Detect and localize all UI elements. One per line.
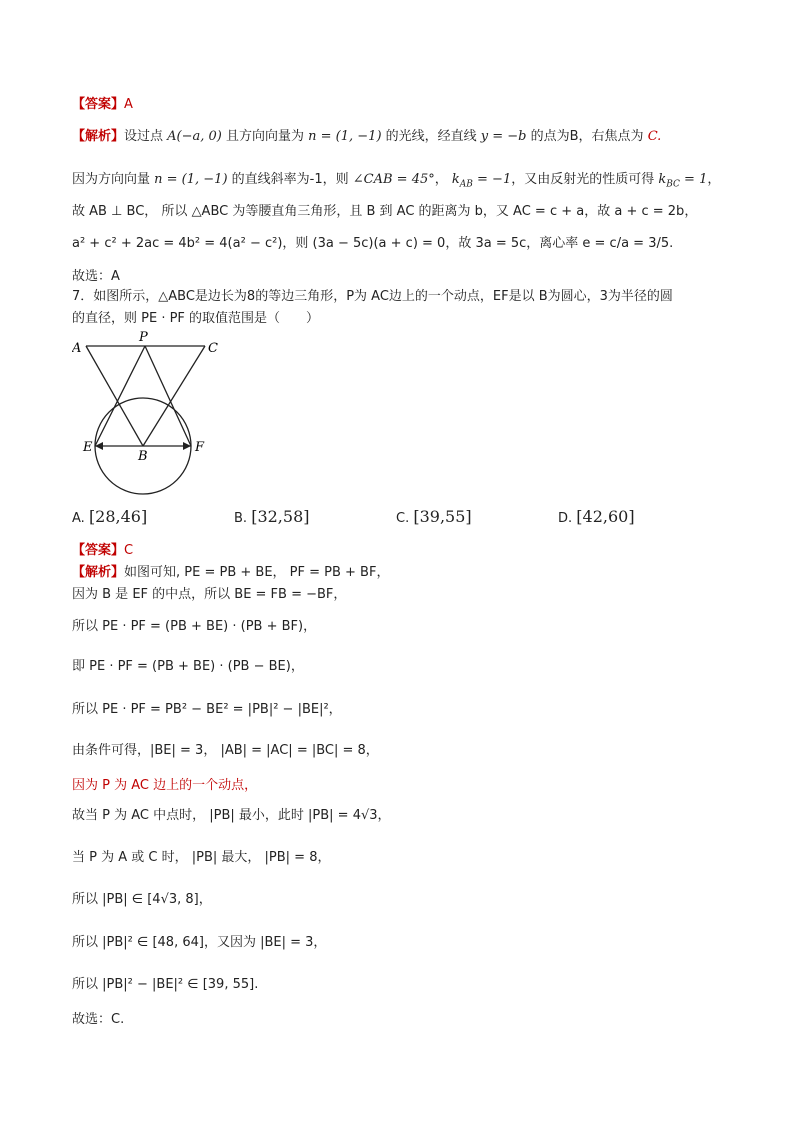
q6-text: ，	[707, 172, 721, 187]
q6-math: k	[451, 172, 460, 187]
q7-analysis-line-4: 即 PE · PF = (PB + BE) · (PB − BE)，	[72, 659, 304, 674]
label-b: B	[138, 449, 148, 464]
q7-answer-value: C	[124, 543, 134, 558]
q6-text: 因为方向向量	[72, 172, 155, 187]
q7-answer-line	[72, 541, 133, 561]
q7-analysis-line-10: 所以 |PB| ∈ [4√3, 8]，	[72, 892, 212, 907]
q7-figure	[72, 330, 232, 498]
q6-text: ，又由反射光的性质可得	[511, 172, 659, 187]
q7-answer-tag: 【答案】	[72, 543, 125, 558]
q6-math: A(−a, 0)	[167, 129, 222, 144]
option-b	[234, 507, 310, 526]
label-e: E	[83, 440, 93, 455]
option-letter: D.	[558, 511, 573, 526]
q7-analysis-line-3: 所以 PE · PF = (PB + BE) · (PB + BF)，	[72, 619, 317, 634]
label-c: C	[208, 341, 218, 356]
option-value: [32,58]	[251, 507, 310, 526]
q6-math: C.	[647, 129, 662, 144]
q6-math: = −1	[472, 172, 512, 187]
q7-analysis-tag: 【解析】	[72, 565, 125, 580]
q6-math: n = (1, −1)	[308, 129, 382, 144]
q7-analysis-line-8: 故当 P 为 AC 中点时， |PB| 最小，此时 |PB| = 4√3，	[72, 808, 391, 823]
q6-analysis-line-1	[72, 127, 661, 147]
q6-answer-line	[72, 95, 133, 115]
q6-analysis-line-2	[72, 170, 720, 195]
option-letter: C.	[396, 511, 410, 526]
q6-text: 的直线斜率为-1，则	[227, 172, 353, 187]
q6-analysis-line-3: 故 AB ⊥ BC， 所以 △ABC 为等腰直角三角形，且 B 到 AC 的距离为 b，又 AC = c + a，故 a + c = 2b，	[72, 204, 698, 219]
q6-math: k	[658, 172, 667, 187]
segment-ab	[86, 346, 143, 446]
q6-choose-text: 故选：A	[72, 269, 120, 284]
q7-options	[72, 507, 732, 531]
q6-math-sub: BC	[666, 179, 680, 190]
option-value: [28,46]	[88, 507, 148, 526]
label-a: A	[72, 341, 82, 356]
q6-math: n = (1, −1)	[154, 172, 228, 187]
q6-text: 设过点	[124, 129, 168, 144]
option-letter: A.	[72, 511, 85, 526]
q6-math: = 1	[679, 172, 708, 187]
option-letter: B.	[234, 511, 248, 526]
segment-pe	[95, 346, 145, 446]
q6-text: ，	[434, 172, 452, 187]
q6-text: 的点为B，右焦点为	[526, 129, 648, 144]
q7-analysis-line-11: 所以 |PB|² ∈ [48, 64]，又因为 |BE| = 3，	[72, 935, 327, 950]
q6-analysis-tag: 【解析】	[72, 129, 125, 144]
q7-analysis-line-1	[72, 563, 389, 583]
q6-math: y = −b	[480, 129, 527, 144]
q7-analysis-line-2: 因为 B 是 EF 的中点，所以 BE = FB = −BF，	[72, 587, 347, 602]
option-value: [39,55]	[413, 507, 472, 526]
q7-analysis-line-9: 当 P 为 A 或 C 时， |PB| 最大， |PB| = 8，	[72, 850, 331, 865]
q7-analysis-line-6: 由条件可得，|BE| = 3， |AB| = |AC| = |BC| = 8，	[72, 743, 379, 758]
q6-text: 的光线，经直线	[381, 129, 481, 144]
q6-answer-value: A	[124, 97, 133, 112]
q6-analysis-line-4: a² + c² + 2ac = 4b² = 4(a² − c²)，则 (3a − 5c)(a + c) = 0，故 3a = 5c，离心率 e = c/a = 3/5.	[72, 236, 674, 251]
q7-choose: 故选：C.	[72, 1012, 125, 1027]
q7-analysis-line-12: 所以 |PB|² − |BE|² ∈ [39, 55].	[72, 977, 259, 992]
q7-analysis-line-7: 因为 P 为 AC 边上的一个动点，	[72, 778, 258, 793]
q6-math-sub: AB	[459, 179, 473, 190]
option-c	[396, 507, 472, 526]
option-a	[72, 507, 147, 526]
q6-answer-tag: 【答案】	[72, 97, 125, 112]
label-p: P	[139, 330, 148, 345]
q7-stem-line-2: 的直径，则 PE · PF 的取值范围是（ ）	[72, 311, 320, 326]
q6-choose	[72, 267, 120, 287]
option-value: [42,60]	[576, 507, 635, 526]
q6-math: ∠CAB = 45°	[352, 172, 435, 187]
q7-step: 如图可知, PE = PB + BE， PF = PB + BF，	[124, 565, 390, 580]
q7-stem-line-1: 7．如图所示，△ABC是边长为8的等边三角形，P为 AC边上的一个动点，EF是以 B为圆心，3为半径的圆	[72, 289, 673, 304]
option-d	[558, 507, 635, 526]
q7-analysis-line-5: 所以 PE · PF = PB² − BE² = |PB|² − |BE|²，	[72, 702, 342, 717]
q6-text: 且方向向量为	[221, 129, 309, 144]
label-f: F	[195, 440, 205, 455]
